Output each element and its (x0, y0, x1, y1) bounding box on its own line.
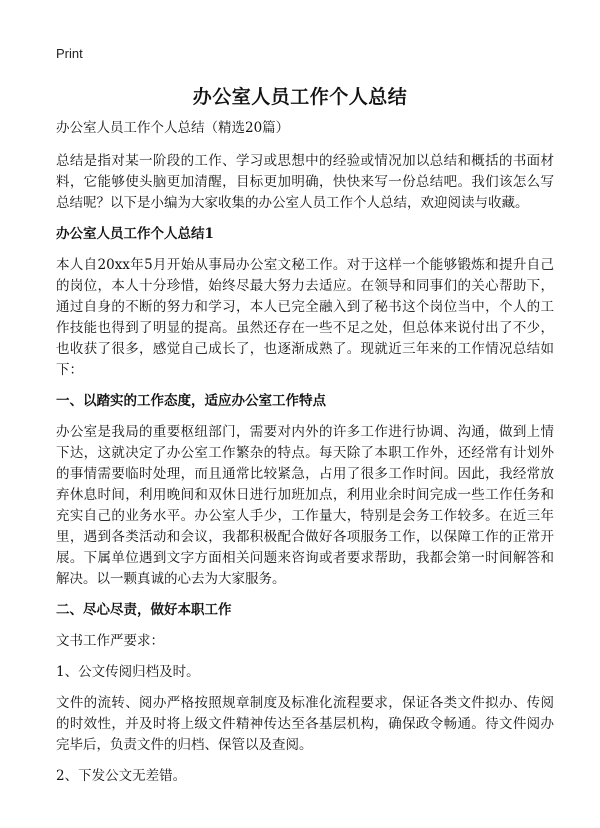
subsection-heading-b: 二、尽心尽责，做好本职工作 (56, 602, 232, 618)
body-paragraph-4: 1、公文传阅归档及时。 (56, 664, 200, 680)
document-subtitle: 办公室人员工作个人总结（精选20篇） (56, 120, 290, 136)
subsection-heading-a: 一、以踏实的工作态度，适应办公室工作特点 (56, 393, 326, 409)
intro-paragraph: 总结是指对某一阶段的工作、学习或思想中的经验或情况加以总结和概括的书面材料，它能够使头脑更加清醒，目标更加明确，快快来写一份总结吧。我们该怎么写总结呢？以下是小编为大家收集的办公室人员工作个人总结，欢迎阅读与收藏。 (56, 153, 554, 211)
body-paragraph-6: 2、下发公文无差错。 (56, 768, 187, 784)
body-paragraph-3: 文书工作严要求： (56, 633, 164, 649)
body-paragraph-2: 办公室是我局的重要枢纽部门，需要对内外的许多工作进行协调、沟通，做到上情下达，这就决定了办公室工作繁杂的特点。每天除了本职工作外，还经常有计划外的事情需要临时处理，而且通常比较紧急，占用了很多工作时间。因此，我经常放弃休息时间，利用晚间和双休日进行加班加点，利用业余时间完成一些工作任务和充实自己的业务水平。办公室人手少，工作量大，特别是会务工作较多。在近三年里，遇到各类活动和会议，我都积极配合做好各项服务工作，以保障工作的正常开展。下属单位遇到文字方面相关问题来咨询或者要求帮助，我都会第一时间解答和解决。以一颗真诚的心去为大家服务。 (56, 424, 554, 587)
body-paragraph-1: 本人自20xx年5月开始从事局办公室文秘工作。对于这样一个能够锻炼和提升自己的岗位，本人十分珍惜，始终尽最大努力去适应。在领导和同事们的关心帮助下，通过自身的不断的努力和学习，本人已完全融入到了秘书这个岗位当中，个人的工作技能也得到了明显的提高。虽然还存在一些不足之处，但总体来说付出了不少，也收获了很多，感觉自己成长了，也逐渐成熟了。现就近三年来的工作情况总结如下： (56, 257, 554, 378)
body-paragraph-5: 文件的流转、阅办严格按照规章制度及标准化流程要求，保证各类文件拟办、传阅的时效性，并及时将上级文件精神传达至各基层机构，确保政令畅通。待文件阅办完毕后，负责文件的归档、保管以及查阅。 (56, 695, 554, 753)
document-body (56, 118, 554, 797)
page-title: 办公室人员工作个人总结 (192, 86, 408, 108)
section-heading-1: 办公室人员工作个人总结1 (56, 226, 214, 242)
print-link[interactable]: Print (56, 46, 83, 61)
